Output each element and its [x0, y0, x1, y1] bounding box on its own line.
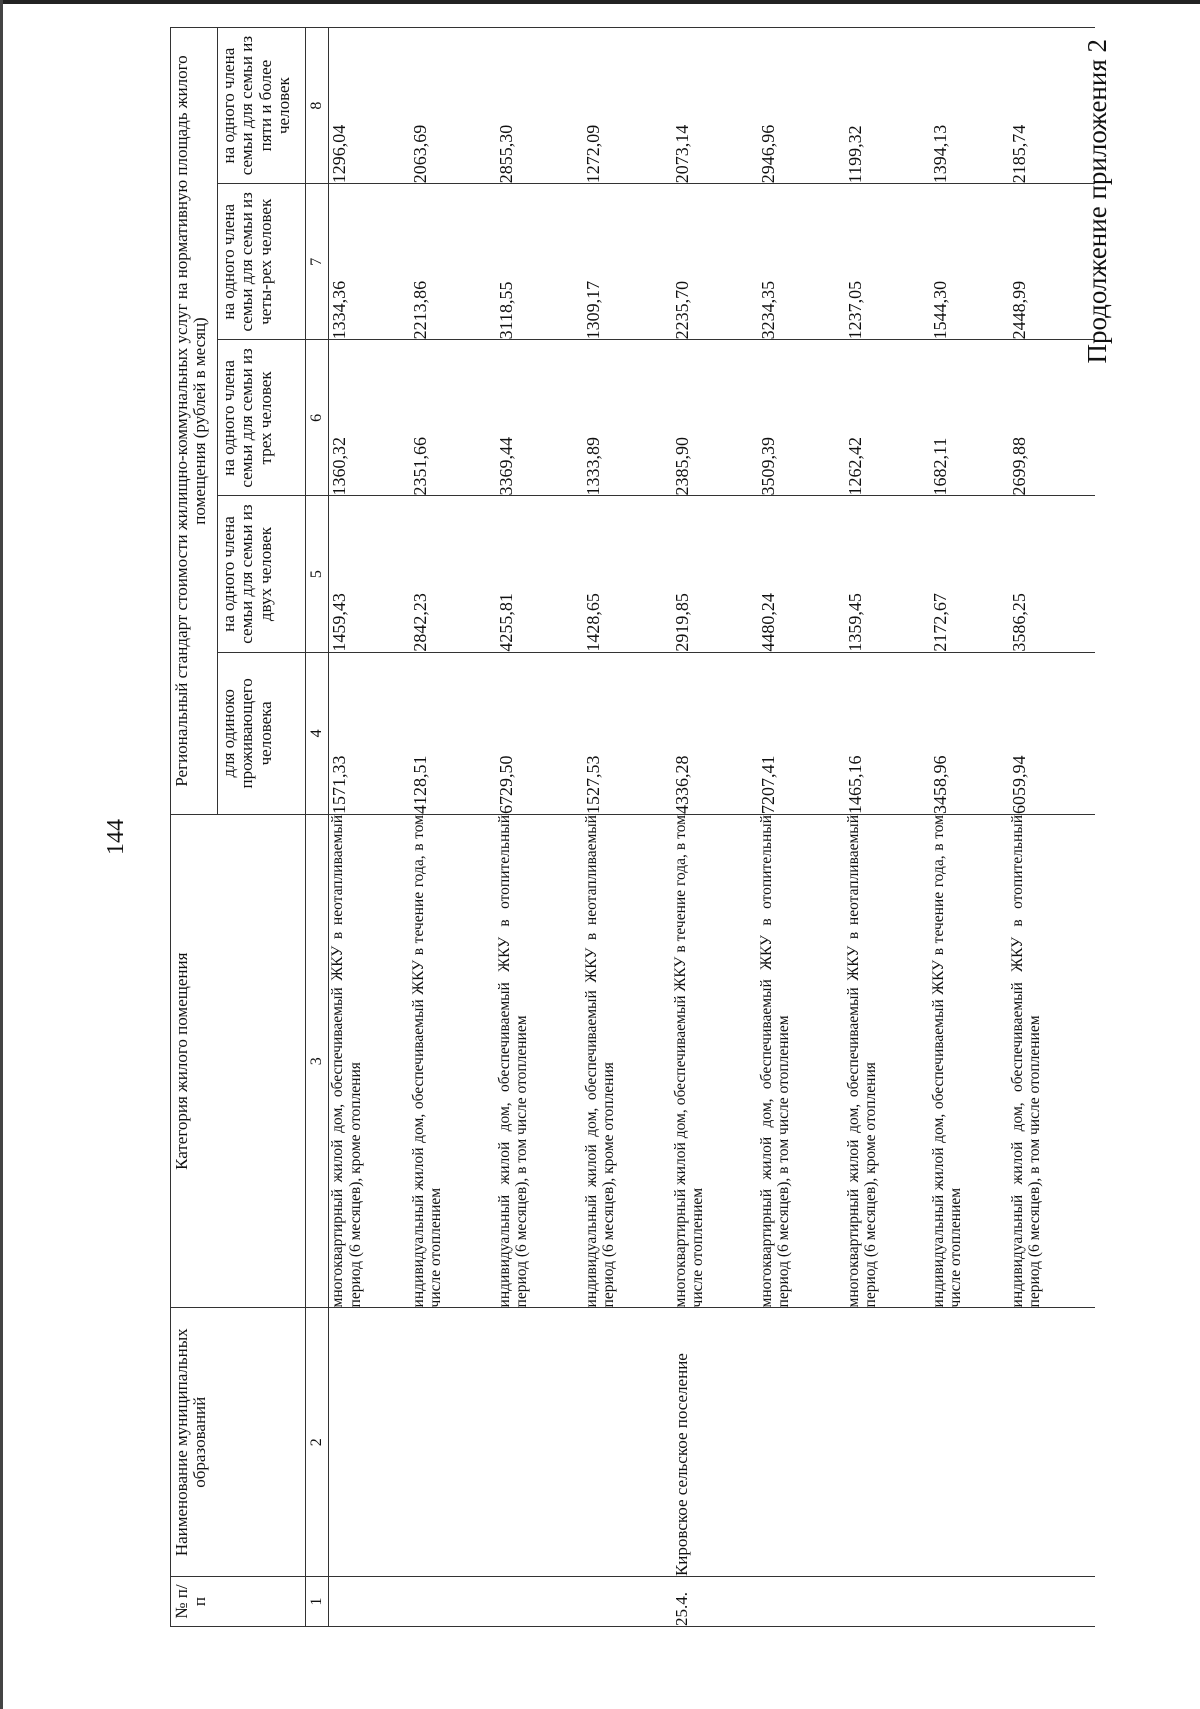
- row-number: [758, 1577, 845, 1627]
- municipality-name: [329, 1308, 410, 1577]
- header-standard-group: Региональный стандарт стоимости жилищно-коммунальных услуг на нормативную площадь жилого помещения (рублей в месяц): [171, 28, 218, 815]
- municipality-name: [758, 1308, 845, 1577]
- value-family-3: 3509,39: [758, 340, 845, 496]
- value-family-4: 1544,30: [930, 184, 1009, 340]
- municipality-name: [410, 1308, 496, 1577]
- header-family-4: на одного члена семьи для семьи из четы-рех человек: [218, 184, 306, 340]
- row-number: [845, 1577, 930, 1627]
- category-cell: многоквартирный жилой дом, обеспечиваемый ЖКУ в отопительный период (6 месяцев), в том числе отоплением: [758, 815, 845, 1308]
- value-family-5plus: 1199,32: [845, 28, 930, 184]
- municipality-name: [930, 1308, 1009, 1577]
- category-cell: индивидуальный жилой дом, обеспечиваемый ЖКУ в течение года, в том числе отоплением: [930, 815, 1009, 1308]
- housing-cost-table: [170, 27, 1095, 1627]
- value-single: 6059,94: [1009, 652, 1095, 814]
- value-single: 4128,51: [410, 652, 496, 814]
- value-family-4: 1309,17: [583, 184, 672, 340]
- value-family-5plus: 2855,30: [496, 28, 583, 184]
- value-family-3: 1360,32: [329, 340, 410, 496]
- table-row: [672, 28, 758, 1627]
- value-family-2: 2842,23: [410, 496, 496, 652]
- header-name: Наименование муниципальных образований: [171, 1308, 306, 1577]
- table-row: [758, 28, 845, 1627]
- value-family-4: 3234,35: [758, 184, 845, 340]
- category-cell: индивидуальный жилой дом, обеспечиваемый ЖКУ в неотапливаемый период (6 месяцев), кроме отопления: [583, 815, 672, 1308]
- value-family-5plus: 2946,96: [758, 28, 845, 184]
- category-cell: многоквартирный жилой дом, обеспечиваемый ЖКУ в неотапливаемый период (6 месяцев), кроме отопления: [329, 815, 410, 1308]
- column-number: 5: [306, 496, 329, 652]
- column-number: 2: [306, 1308, 329, 1577]
- value-family-3: 3369,44: [496, 340, 583, 496]
- column-number: 7: [306, 184, 329, 340]
- category-cell: многоквартирный жилой дом, обеспечиваемый ЖКУ в течение года, в том числе отоплением: [672, 815, 758, 1308]
- row-number: [583, 1577, 672, 1627]
- municipality-name: [845, 1308, 930, 1577]
- municipality-name: [583, 1308, 672, 1577]
- value-family-3: 1682,11: [930, 340, 1009, 496]
- value-family-5plus: 2185,74: [1009, 28, 1095, 184]
- value-family-4: 1334,36: [329, 184, 410, 340]
- value-family-2: 4255,81: [496, 496, 583, 652]
- column-number: 3: [306, 815, 329, 1308]
- value-family-2: 1359,45: [845, 496, 930, 652]
- header-row-1: [171, 28, 218, 1627]
- header-family-2: на одного члена семьи для семьи из двух человек: [218, 496, 306, 652]
- header-category: Категория жилого помещения: [171, 815, 306, 1308]
- header-family-5plus: на одного члена семьи для семьи из пяти и более человек: [218, 28, 306, 184]
- value-family-2: 4480,24: [758, 496, 845, 652]
- category-cell: многоквартирный жилой дом, обеспечиваемый ЖКУ в неотапливаемый период (6 месяцев), кроме отопления: [845, 815, 930, 1308]
- header-family-3: на одного члена семьи для семьи из трех человек: [218, 340, 306, 496]
- row-number: [1009, 1577, 1095, 1627]
- table-row: [1009, 28, 1095, 1627]
- municipality-name: [496, 1308, 583, 1577]
- value-family-3: 2699,88: [1009, 340, 1095, 496]
- value-single: 4336,28: [672, 652, 758, 814]
- row-number: [496, 1577, 583, 1627]
- row-number: [930, 1577, 1009, 1627]
- value-single: 7207,41: [758, 652, 845, 814]
- value-family-5plus: 1394,13: [930, 28, 1009, 184]
- table-row: [410, 28, 496, 1627]
- table-row: [583, 28, 672, 1627]
- table-row: [329, 28, 410, 1627]
- value-family-2: 2919,85: [672, 496, 758, 652]
- row-number: 25.4.: [672, 1577, 758, 1627]
- value-single: 1571,33: [329, 652, 410, 814]
- value-family-2: 2172,67: [930, 496, 1009, 652]
- page-number: 144: [103, 819, 129, 855]
- value-family-2: 1459,43: [329, 496, 410, 652]
- value-single: 6729,50: [496, 652, 583, 814]
- header-single: для одиноко проживающего человека: [218, 652, 306, 814]
- value-single: 3458,96: [930, 652, 1009, 814]
- value-single: 1465,16: [845, 652, 930, 814]
- column-number: 6: [306, 340, 329, 496]
- value-family-3: 2385,90: [672, 340, 758, 496]
- category-cell: индивидуальный жилой дом, обеспечиваемый ЖКУ в отопительный период (6 месяцев), в том числе отоплением: [1009, 815, 1095, 1308]
- value-family-3: 1333,89: [583, 340, 672, 496]
- row-number: [329, 1577, 410, 1627]
- category-cell: индивидуальный жилой дом, обеспечиваемый ЖКУ в течение года, в том числе отоплением: [410, 815, 496, 1308]
- value-family-4: 2235,70: [672, 184, 758, 340]
- value-family-5plus: 2063,69: [410, 28, 496, 184]
- column-number-row: [306, 28, 329, 1627]
- value-family-5plus: 2073,14: [672, 28, 758, 184]
- table-row: [496, 28, 583, 1627]
- table-row: [845, 28, 930, 1627]
- category-cell: индивидуальный жилой дом, обеспечиваемый ЖКУ в отопительный период (6 месяцев), в том числе отоплением: [496, 815, 583, 1308]
- value-family-4: 1237,05: [845, 184, 930, 340]
- value-family-5plus: 1272,09: [583, 28, 672, 184]
- value-family-3: 1262,42: [845, 340, 930, 496]
- appendix-heading: Продолжение приложения 2: [1082, 39, 1112, 364]
- value-family-4: 2213,86: [410, 184, 496, 340]
- table-row: [930, 28, 1009, 1627]
- column-number: 1: [306, 1577, 329, 1627]
- municipality-name: [1009, 1308, 1095, 1577]
- value-family-4: 3118,55: [496, 184, 583, 340]
- value-family-2: 1428,65: [583, 496, 672, 652]
- value-single: 1527,53: [583, 652, 672, 814]
- column-number: 8: [306, 28, 329, 184]
- value-family-2: 3586,25: [1009, 496, 1095, 652]
- value-family-3: 2351,66: [410, 340, 496, 496]
- municipality-name: Кировское сельское поселение: [672, 1308, 758, 1577]
- column-number: 4: [306, 652, 329, 814]
- value-family-5plus: 1296,04: [329, 28, 410, 184]
- value-family-4: 2448,99: [1009, 184, 1095, 340]
- header-num: № п/п: [171, 1577, 306, 1627]
- row-number: [410, 1577, 496, 1627]
